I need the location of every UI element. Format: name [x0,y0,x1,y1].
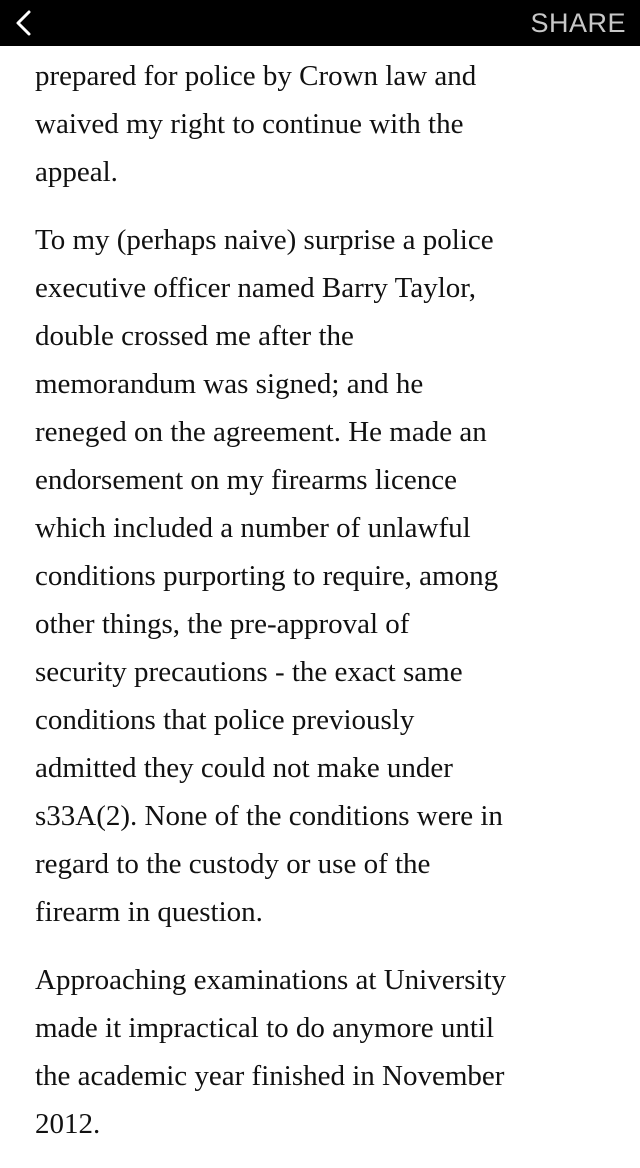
article-paragraph: To my (perhaps naive) surprise a police executive officer named Barry Taylor, double crossed me after the memorandum was signed; and he reneged on the agreement. He made an endorsement on my firearms licence which included a number of unlawful conditions purporting to require, among other things, the pre-approval of security precautions - the exact same conditions that police previously admitted they could not make under s33A(2). None of the conditions were in regard to the custody or use of the firearm in question. [35,224,503,928]
article-paragraph: Approaching examinations at University made it impractical to do anymore until the academic year finished in November 2012. [35,964,507,1140]
chevron-left-icon [14,9,32,37]
article-body [35,52,625,1168]
share-button[interactable]: SHARE [530,7,626,38]
back-button[interactable] [0,0,46,46]
article-paragraph: prepared for police by Crown law and waived my right to continue with the appeal. [35,60,477,188]
top-navigation-bar [0,0,640,46]
